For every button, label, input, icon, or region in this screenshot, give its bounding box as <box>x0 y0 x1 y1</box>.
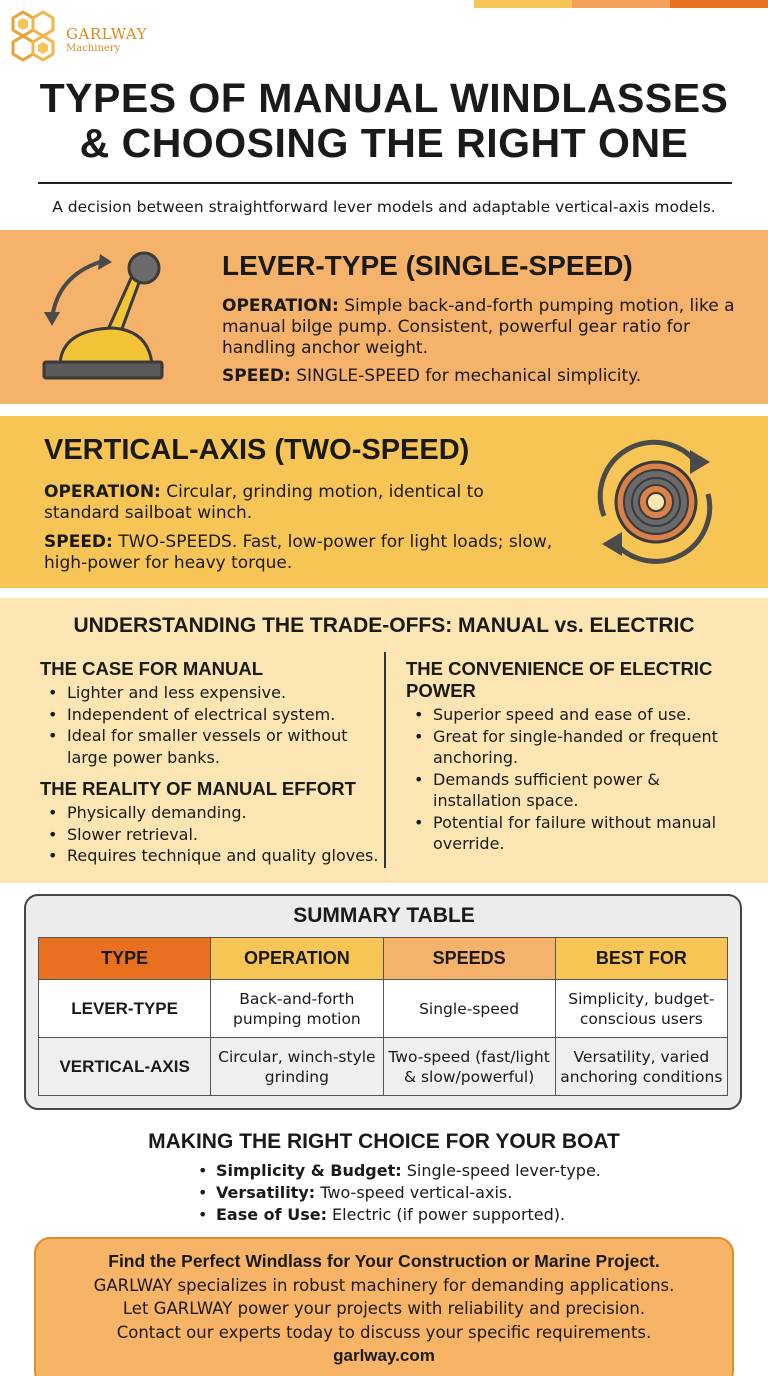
choice-text: Electric (if power supported). <box>326 1205 566 1224</box>
lever-operation-text: Simple back-and-forth pumping motion, like a manual bilge pump. Consistent, powerful gear ratio for handling anchor weight. <box>222 296 735 358</box>
choice-text: Single-speed lever-type. <box>401 1161 601 1180</box>
choice-label: Versatility: <box>216 1183 316 1202</box>
lever-speed-label: SPEED: <box>222 366 291 386</box>
vertical-axis-title: VERTICAL-AXIS (TWO-SPEED) <box>44 434 470 466</box>
summary-table-title: SUMMARY TABLE <box>293 904 475 927</box>
column-divider <box>384 652 386 868</box>
cta-line-1: GARLWAY specializes in robust machinery for demanding applications. <box>93 1275 675 1295</box>
cta-heading: Find the Perfect Windlass for Your Construction or Marine Project. <box>108 1251 660 1271</box>
cta-line-3: Contact our experts today to discuss your specific requirements. <box>116 1322 652 1342</box>
vertical-speed <box>44 532 564 574</box>
page-title-line-2: & CHOOSING THE RIGHT ONE <box>79 120 689 166</box>
vertical-operation-label: OPERATION: <box>44 482 161 502</box>
page-title <box>0 76 768 166</box>
choice-label: Ease of Use: <box>216 1205 327 1224</box>
winch-rotation-icon <box>586 432 726 572</box>
title-divider <box>38 182 732 184</box>
tradeoffs-title: UNDERSTANDING THE TRADE-OFFS: MANUAL vs. ELECTRIC <box>73 614 695 637</box>
summary-table <box>38 937 728 1096</box>
vertical-operation <box>44 482 544 524</box>
website-link[interactable]: garlway.com <box>333 1346 435 1365</box>
electric-list <box>406 704 736 855</box>
hexagon-logo-icon <box>6 8 66 64</box>
table-cell: Versatility, varied anchoring conditions <box>555 1038 727 1096</box>
vertical-speed-label: SPEED: <box>44 532 113 552</box>
list-item: • Ideal for smaller vessels or without large power banks. <box>40 725 380 768</box>
list-item: • Great for single-handed or frequent anchoring. <box>406 726 736 769</box>
lever-operation-label: OPERATION: <box>222 296 339 316</box>
top-accent-bar <box>474 0 768 8</box>
list-item: • Physically demanding. <box>40 802 380 824</box>
lever-speed-text: SINGLE-SPEED for mechanical simplicity. <box>290 366 642 386</box>
list-item: • Slower retrieval. <box>40 824 380 846</box>
electric-heading: THE CONVENIENCE OF ELECTRIC POWER <box>406 658 713 701</box>
table-header-best-for: BEST FOR <box>555 938 727 980</box>
accent-segment-orange <box>572 0 670 8</box>
cta-line-2: Let GARLWAY power your projects with reliability and precision. <box>122 1299 646 1318</box>
table-cell: Simplicity, budget-conscious users <box>555 980 727 1038</box>
table-header-speeds: SPEEDS <box>383 938 555 980</box>
table-row <box>39 980 728 1038</box>
choice-label: Simplicity & Budget: <box>216 1161 402 1180</box>
list-item: • Lighter and less expensive. <box>40 682 380 704</box>
list-item: • Demands sufficient power & installation space. <box>406 769 736 812</box>
choice-list <box>190 1160 601 1226</box>
vertical-speed-text: TWO-SPEEDS. Fast, low-power for light loads; slow, high-power for heavy torque. <box>44 532 553 573</box>
manual-reality-heading: THE REALITY OF MANUAL EFFORT <box>40 778 356 799</box>
table-cell: Circular, winch-style grinding <box>211 1038 383 1096</box>
list-item <box>190 1204 601 1226</box>
electric-column <box>406 658 736 855</box>
table-cell: Back-and-forth pumping motion <box>211 980 383 1038</box>
brand-logo[interactable] <box>6 8 146 64</box>
list-item <box>190 1160 601 1182</box>
table-cell: Single-speed <box>383 980 555 1038</box>
lever-operation <box>222 296 742 359</box>
page-title-line-1: TYPES OF MANUAL WINDLASSES <box>39 75 729 121</box>
table-header-operation: OPERATION <box>211 938 383 980</box>
lever-speed <box>222 366 742 387</box>
choice-title: MAKING THE RIGHT CHOICE FOR YOUR BOAT <box>148 1130 620 1153</box>
list-item: • Independent of electrical system. <box>40 704 380 726</box>
accent-segment-yellow <box>474 0 572 8</box>
table-row <box>39 1038 728 1096</box>
manual-case-heading: THE CASE FOR MANUAL <box>40 658 264 679</box>
accent-segment-dark-orange <box>670 0 768 8</box>
list-item: • Potential for failure without manual override. <box>406 812 736 855</box>
lever-icon <box>38 246 168 384</box>
contact-cta-box <box>34 1237 734 1376</box>
logo-name: GARLWAY <box>66 25 148 43</box>
table-cell: LEVER-TYPE <box>39 980 211 1038</box>
manual-case-list <box>40 682 380 768</box>
manual-column <box>40 658 380 867</box>
vertical-operation-text: Circular, grinding motion, identical to standard sailboat winch. <box>44 482 484 523</box>
table-cell: VERTICAL-AXIS <box>39 1038 211 1096</box>
table-header-row <box>39 938 728 980</box>
lever-type-title: LEVER-TYPE (SINGLE-SPEED) <box>222 250 633 281</box>
page-subtitle: A decision between straightforward lever models and adaptable vertical-axis models. <box>52 198 716 216</box>
logo-tagline: Machinery <box>66 43 121 54</box>
manual-reality-list <box>40 802 380 867</box>
list-item <box>190 1182 601 1204</box>
table-header-type: TYPE <box>39 938 211 980</box>
list-item: • Superior speed and ease of use. <box>406 704 736 726</box>
table-cell: Two-speed (fast/light & slow/powerful) <box>383 1038 555 1096</box>
list-item: • Requires technique and quality gloves. <box>40 845 380 867</box>
choice-text: Two-speed vertical-axis. <box>315 1183 513 1202</box>
